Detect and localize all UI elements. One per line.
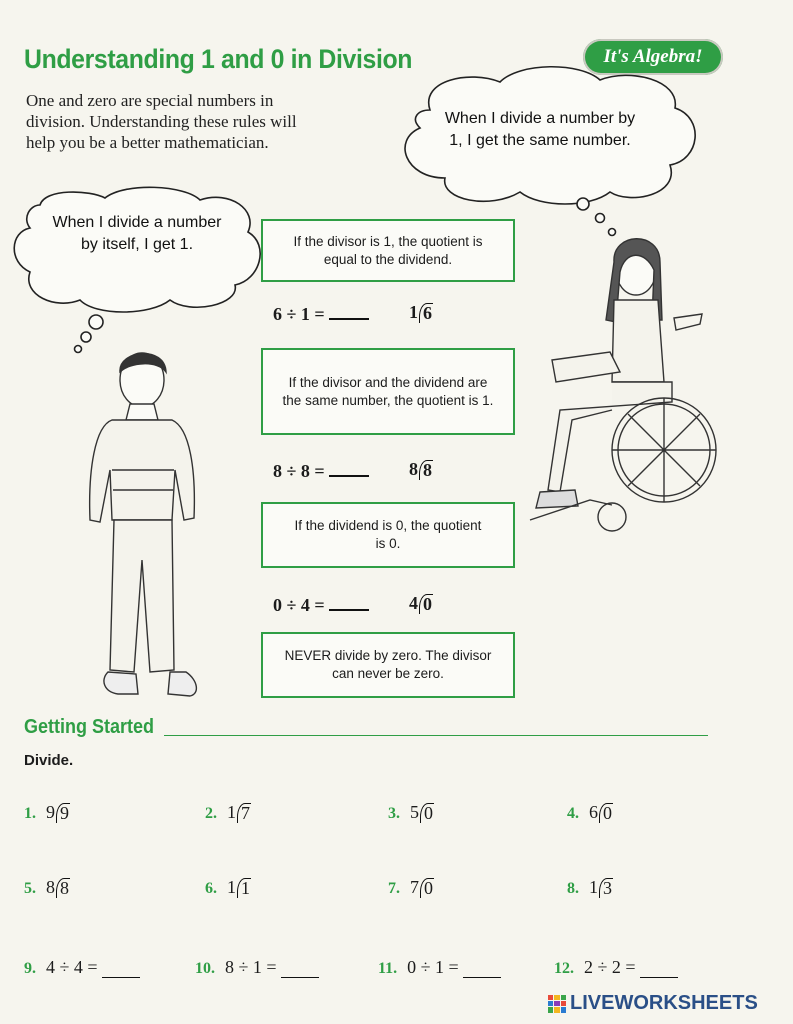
problem-number: 10. xyxy=(195,960,215,977)
watermark-text: LIVEWORKSHEETS xyxy=(570,992,758,1014)
example-expression: 0 ÷ 4 = xyxy=(273,595,325,615)
problem-expression: 2 ÷ 2 = xyxy=(584,957,636,977)
problem-number: 3. xyxy=(388,805,400,822)
rule-box-divisor-one xyxy=(261,219,515,282)
rule-box-dividend-zero xyxy=(261,502,515,568)
problem-2 xyxy=(205,802,251,823)
rule-box-same-number xyxy=(261,348,515,435)
divisor: 4 xyxy=(409,593,418,613)
heading-rule xyxy=(164,735,708,736)
divisor: 1 xyxy=(409,302,418,322)
problem-1 xyxy=(24,802,70,823)
dividend: 0 xyxy=(420,803,434,823)
divisor: 6 xyxy=(589,802,598,822)
divisor: 8 xyxy=(409,459,418,479)
boy-illustration xyxy=(90,353,197,696)
problem-10 xyxy=(195,957,319,978)
dividend: 8 xyxy=(419,460,433,480)
rule-text: If the dividend is 0, the quotient is 0. xyxy=(294,518,482,551)
dividend: 0 xyxy=(419,594,433,614)
rule-text: If the divisor and the dividend are the same number, the quotient is 1. xyxy=(282,374,494,408)
dividend: 9 xyxy=(56,803,70,823)
answer-blank[interactable] xyxy=(463,963,501,978)
answer-blank[interactable] xyxy=(329,595,369,611)
problem-expression: 0 ÷ 1 = xyxy=(407,957,459,977)
divisor: 8 xyxy=(46,877,55,897)
rule-text: NEVER divide by zero. The divisor can never be zero. xyxy=(284,648,492,681)
divisor: 7 xyxy=(410,877,419,897)
liveworksheets-logo-icon xyxy=(548,995,566,1013)
answer-blank[interactable] xyxy=(102,963,140,978)
girl-bubble-text: When I divide a number by 1, I get the same number. xyxy=(444,110,636,149)
dividend: 1 xyxy=(237,878,251,898)
problem-number: 9. xyxy=(24,960,36,977)
problem-number: 12. xyxy=(554,960,574,977)
problem-expression: 4 ÷ 4 = xyxy=(46,957,98,977)
dividend: 6 xyxy=(419,303,433,323)
answer-blank[interactable] xyxy=(640,963,678,978)
divisor: 1 xyxy=(589,877,598,897)
example-equation-2 xyxy=(273,461,369,482)
dividend: 8 xyxy=(56,878,70,898)
problem-number: 6. xyxy=(205,880,217,897)
problem-number: 1. xyxy=(24,805,36,822)
page-title: Understanding 1 and 0 in Division xyxy=(24,44,413,74)
problem-9 xyxy=(24,957,140,978)
problem-4 xyxy=(567,802,613,823)
long-division-example-2 xyxy=(409,459,433,480)
girl-wheelchair-illustration xyxy=(530,239,716,531)
problem-number: 8. xyxy=(567,880,579,897)
long-division-example-1 xyxy=(409,302,433,323)
example-expression: 8 ÷ 8 = xyxy=(273,461,325,481)
divisor: 1 xyxy=(227,877,236,897)
instruction-divide: Divide. xyxy=(24,752,74,769)
liveworksheets-watermark xyxy=(548,992,758,1015)
divisor: 5 xyxy=(410,802,419,822)
boy-bubble-text: When I divide a number by itself, I get 1. xyxy=(52,214,222,253)
intro-text: One and zero are special numbers in division. Understanding these rules will help you be a better mathematician. xyxy=(26,91,297,152)
problem-5 xyxy=(24,877,70,898)
its-algebra-badge: It's Algebra! xyxy=(583,39,723,75)
problem-number: 4. xyxy=(567,805,579,822)
example-expression: 6 ÷ 1 = xyxy=(273,304,325,324)
dividend: 0 xyxy=(420,878,434,898)
problem-number: 7. xyxy=(388,880,400,897)
answer-blank[interactable] xyxy=(329,304,369,320)
long-division-example-3 xyxy=(409,593,433,614)
dividend: 0 xyxy=(599,803,613,823)
problem-3 xyxy=(388,802,434,823)
example-equation-3 xyxy=(273,595,369,616)
example-equation-1 xyxy=(273,304,369,325)
answer-blank[interactable] xyxy=(329,461,369,477)
getting-started-heading: Getting Started xyxy=(24,716,155,738)
answer-blank[interactable] xyxy=(281,963,319,978)
problem-number: 5. xyxy=(24,880,36,897)
problem-expression: 8 ÷ 1 = xyxy=(225,957,277,977)
problem-number: 11. xyxy=(378,960,398,977)
rule-text: If the divisor is 1, the quotient is equal to the dividend. xyxy=(293,233,483,267)
divisor: 9 xyxy=(46,802,55,822)
problem-8 xyxy=(567,877,613,898)
divisor: 1 xyxy=(227,802,236,822)
dividend: 7 xyxy=(237,803,251,823)
problem-12 xyxy=(554,957,678,978)
problem-number: 2. xyxy=(205,805,217,822)
rule-box-never-zero xyxy=(261,632,515,698)
problem-6 xyxy=(205,877,251,898)
problem-11 xyxy=(378,957,501,978)
dividend: 3 xyxy=(599,878,613,898)
problem-7 xyxy=(388,877,434,898)
